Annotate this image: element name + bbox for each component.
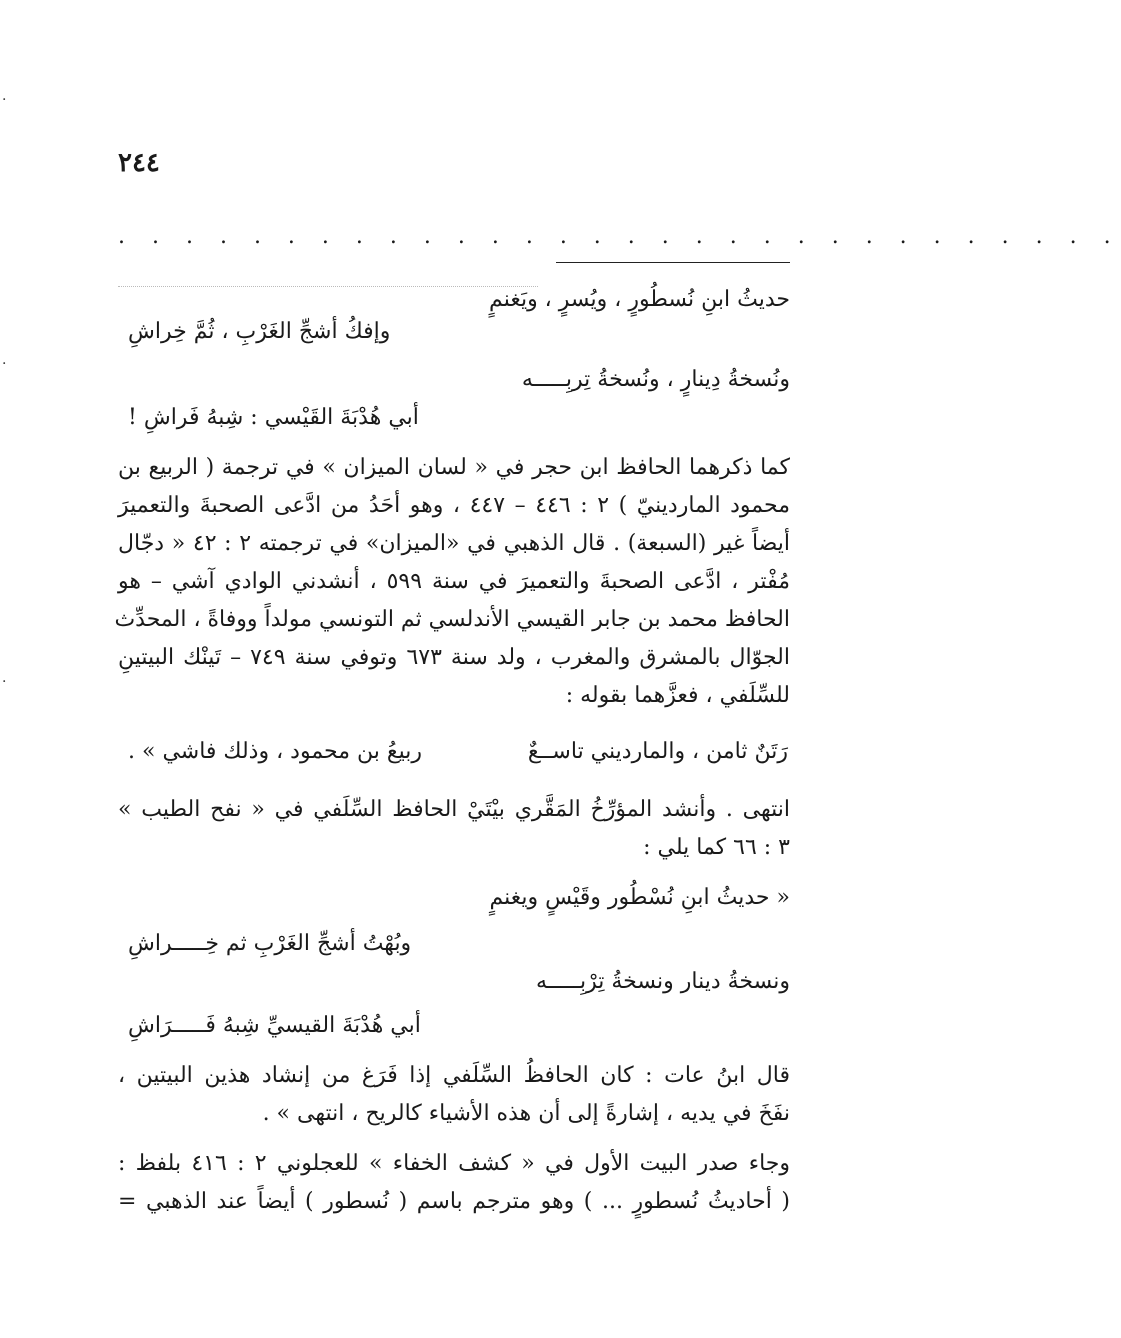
scan-margin-mark: · <box>2 92 7 108</box>
verse-line: ونسخةُ دينار ونسخةُ تِرْبِـــــه <box>535 969 790 994</box>
paragraph-line: كما ذكرهما الحافظ ابن حجر في « لسان الميزان » في ترجمة ( الربيع بن <box>118 455 790 480</box>
paragraph-line: للسِّلَفي ، فعزَّهما بقوله : <box>565 683 790 708</box>
paragraph-line: الجوّال بالمشرق والمغرب ، ولد سنة ٦٧٣ وتوفي سنة ٧٤٩ – تَينْك البيتينِ <box>118 645 790 670</box>
paragraph-line: الحافظ محمد بن جابر القيسي الأندلسي ثم التونسي مولداً ووفاةً ، المحدِّث <box>114 607 790 632</box>
paragraph-line: محمود الماردينيّ ) ٢ : ٤٤٦ – ٤٤٧ ، وهو أحَدُ من ادَّعى الصحبةَ والتعميرَ <box>118 493 790 518</box>
page-number: ٢٤٤ <box>118 148 160 178</box>
verse-hemistich: رَتَنٌ ثامن ، والمارديني تاســعٌ <box>527 739 788 764</box>
verse-line: ونُسخةُ دِينارٍ ، ونُسخةُ تِربِـــــه <box>521 367 790 392</box>
verse-line: وإفكُ أشجِّ الغَرْبِ ، ثُمَّ خِراشِ <box>128 319 391 344</box>
paragraph-line: وجاء صدر البيت الأول في « كشف الخفاء » للعجلوني ٢ : ٤١٦ بلفظ : <box>118 1151 790 1176</box>
paragraph-line: قال ابنُ عات : كان الحافظُ السِّلَفي إذا فَرَغ من إنشاد هذين البيتين ، <box>118 1063 790 1088</box>
paragraph-line: انتهى . وأنشد المؤرِّخُ المَقَّري بيْتَيْ الحافظ السِّلَفي في « نفح الطيب » <box>118 797 790 822</box>
verse-line: وبُهْتُ أشجِّ الغَرْبِ ثم خِـــــراشِ <box>128 931 412 956</box>
verse-line: حديثُ ابنِ نُسطُورٍ ، ويُسرٍ ، ويَغنمٍ <box>489 287 790 312</box>
scan-margin-mark: · <box>2 356 7 372</box>
header-rule <box>556 262 790 263</box>
paragraph-line: مُفْتر ، ادَّعى الصحبةَ والتعميرَ في سنة ٥٩٩ ، أنشدني الوادي آشي – هو <box>118 569 790 594</box>
verse-line: « حديثُ ابنِ نُسْطُور وقَيْسٍ ويغنمٍ <box>489 885 790 910</box>
paragraph-line: نفَخَ في يديه ، إشارةً إلى أن هذه الأشياء كالريح ، انتهى » . <box>262 1101 790 1126</box>
verse-line: أبي هُدْبَةَ القَيْسي : شِبهُ فَراشِ ! <box>128 405 419 430</box>
scan-margin-mark: · <box>2 674 7 690</box>
verse-line: أبي هُدْبَةَ القيسيِّ شِبهُ فَـــــرَاشِ <box>128 1013 421 1038</box>
faint-rule <box>118 286 538 287</box>
paragraph-line: ( أحاديثُ نُسطورٍ ... ) وهو مترجم باسم ( نُسطور ) أيضاً عند الذهبي = <box>118 1189 790 1214</box>
paragraph-line: ٣ : ٦٦ كما يلي : <box>643 835 790 860</box>
paragraph-line: أيضاً غير (السبعة) . قال الذهبي في «الميزان» في ترجمته ٢ : ٤٢ « دجّال <box>118 531 790 556</box>
verse-hemistich: ربيعُ بن محمود ، وذلك فاشي » . <box>128 739 422 764</box>
dotted-separator: . . . . . . . . . . . . . . . . . . . . . . . . . . . . . . <box>118 224 1121 249</box>
